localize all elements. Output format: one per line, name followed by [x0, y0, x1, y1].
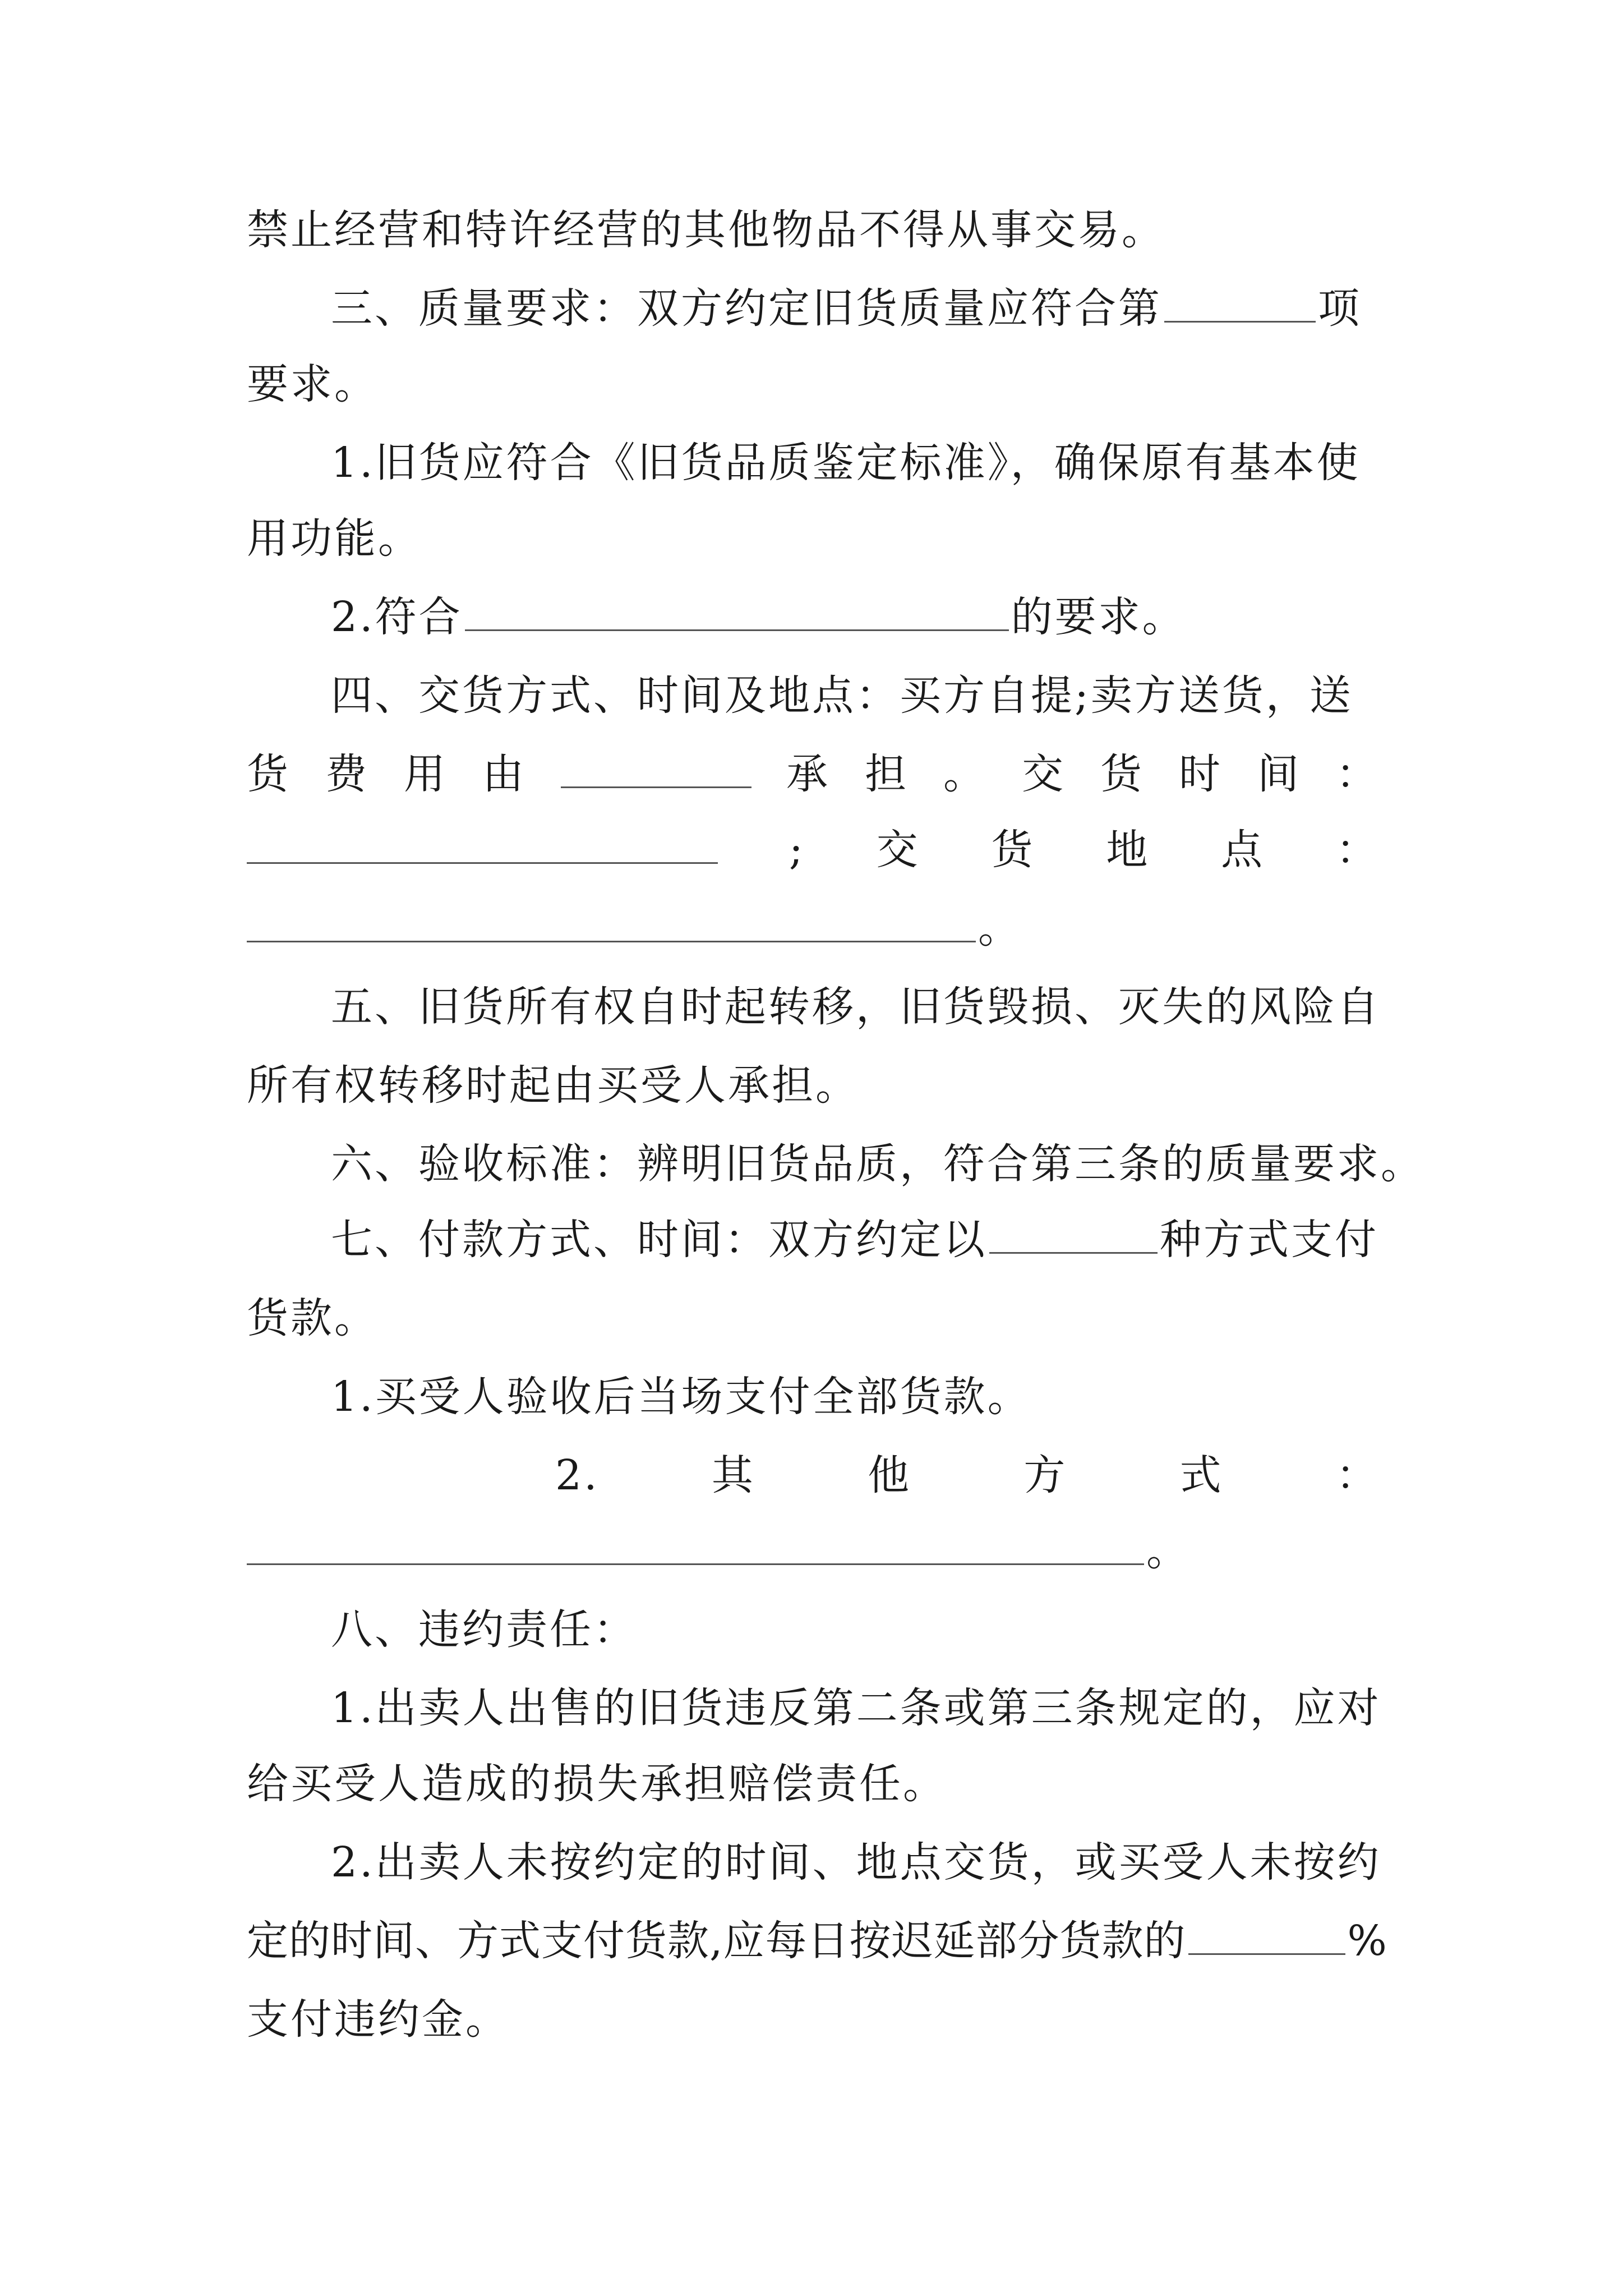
text-char: 地: [1106, 826, 1150, 874]
text-char: ;: [789, 826, 805, 874]
text-char: 间: [1257, 750, 1301, 798]
line-text: 货款。: [247, 1294, 378, 1342]
line-text: 的要求。: [1011, 593, 1186, 641]
line-text: 2.出卖人未按约定的时间、地点交货，或买受人未按约: [331, 1838, 1381, 1887]
line-text: 给买受人造成的损失承担赔偿责任。: [247, 1760, 947, 1808]
line-text: 要求。: [247, 360, 378, 408]
line-text: 1.旧货应符合《旧货品质鉴定标准》，确保原有基本使: [331, 439, 1361, 487]
line-text: 五、旧货所有权自时起转移，旧货毁损、灭失的风险自: [331, 983, 1381, 1031]
paragraph-line: [247, 1290, 1380, 1346]
line-text: 种方式支付: [1160, 1216, 1378, 1264]
text-char: ：: [1336, 750, 1380, 798]
line-text: 八、违约责任：: [331, 1605, 637, 1654]
penalty-rate-line: [247, 1913, 1387, 1969]
text-char: 交: [1022, 750, 1066, 798]
paragraph-line: [331, 1680, 1380, 1736]
text-char: 货: [247, 750, 291, 798]
text-char: 方: [1023, 1451, 1068, 1499]
line-text: 三、质量要求：双方约定旧货质量应符合第: [331, 284, 1162, 333]
text-char: 由: [482, 750, 526, 798]
clause-6-acceptance: [331, 1136, 1424, 1192]
fill-blank-other-payment[interactable]: [247, 1529, 1144, 1565]
line-text: 。: [978, 904, 1022, 953]
line-text: %: [1347, 1917, 1387, 1965]
other-payment-line: [555, 1447, 1380, 1503]
text-char: 货: [1100, 750, 1144, 798]
fill-blank-payment-method[interactable]: [989, 1217, 1158, 1254]
line-text: 六、验收标准：辨明旧货品质，符合第三条的质量要求。: [331, 1140, 1424, 1188]
line-text: 1.买受人验收后当场支付全部货款。: [331, 1373, 1031, 1421]
paragraph-line: [247, 1057, 1380, 1114]
line-text: 四、交货方式、时间及地点：买方自提;卖方送货，送: [331, 671, 1353, 720]
clause-5-ownership: [331, 979, 1380, 1035]
delivery-place-line: [247, 900, 1380, 956]
clause-4-delivery: [331, 668, 1380, 724]
fill-blank-delivery-place[interactable]: [247, 906, 976, 942]
paragraph-line: [247, 202, 1380, 258]
text-char: 货: [991, 826, 1035, 874]
text-char: 担: [865, 750, 909, 798]
clause-8-liability: [331, 1602, 1380, 1658]
paragraph-line: [331, 1369, 1380, 1425]
text-char: 点: [1221, 826, 1265, 874]
text-char: ：: [1335, 1451, 1380, 1499]
text-char: 时: [1179, 750, 1223, 798]
line-text: 项: [1318, 284, 1362, 333]
paragraph-line: [247, 1756, 1380, 1812]
text-char: 费: [325, 750, 369, 798]
text-char: 承: [786, 750, 830, 798]
fill-blank-penalty-rate[interactable]: [1188, 1918, 1345, 1955]
text-char: 交: [876, 826, 920, 874]
line-text: 。: [1146, 1527, 1190, 1575]
text-char: 其: [711, 1451, 755, 1499]
text-char: 用: [404, 750, 448, 798]
clause-3-item-2: [331, 589, 1380, 645]
text-char: 他: [868, 1451, 912, 1499]
line-text: 支付违约金。: [247, 1995, 509, 2044]
delivery-cost-line: [247, 746, 1380, 802]
fill-blank-delivery-cost-party[interactable]: [561, 752, 751, 788]
text-char: 2.: [555, 1451, 600, 1499]
paragraph-line: [247, 1991, 1380, 2047]
paragraph-line: [247, 510, 1380, 567]
paragraph-line: [331, 1834, 1380, 1890]
paragraph-line: [331, 435, 1380, 491]
text-char: ：: [1336, 826, 1380, 874]
line-text: 七、付款方式、时间：双方约定以: [331, 1216, 987, 1264]
other-payment-blank-line: [247, 1523, 1380, 1579]
text-char: 式: [1179, 1451, 1224, 1499]
line-text: 用功能。: [247, 514, 422, 563]
line-text: 1.出卖人出售的旧货违反第二条或第三条规定的，应对: [331, 1684, 1381, 1732]
paragraph-line: [247, 356, 1380, 412]
fill-blank-requirement[interactable]: [465, 595, 1009, 631]
line-text: 禁止经营和特许经营的其他物品不得从事交易。: [247, 206, 1165, 254]
clause-3-quality: [331, 280, 1380, 337]
line-text: 所有权转移时起由买受人承担。: [247, 1061, 859, 1110]
line-text: 定的时间、方式支付货款,应每日按迟延部分货款的: [247, 1917, 1186, 1965]
delivery-time-place-line: [247, 822, 1380, 878]
clause-7-payment: [331, 1212, 1380, 1268]
line-text: 2.符合: [331, 593, 463, 641]
fill-blank-quality-item[interactable]: [1164, 286, 1316, 323]
fill-blank-delivery-time[interactable]: [247, 827, 718, 864]
text-char: 。: [943, 750, 987, 798]
